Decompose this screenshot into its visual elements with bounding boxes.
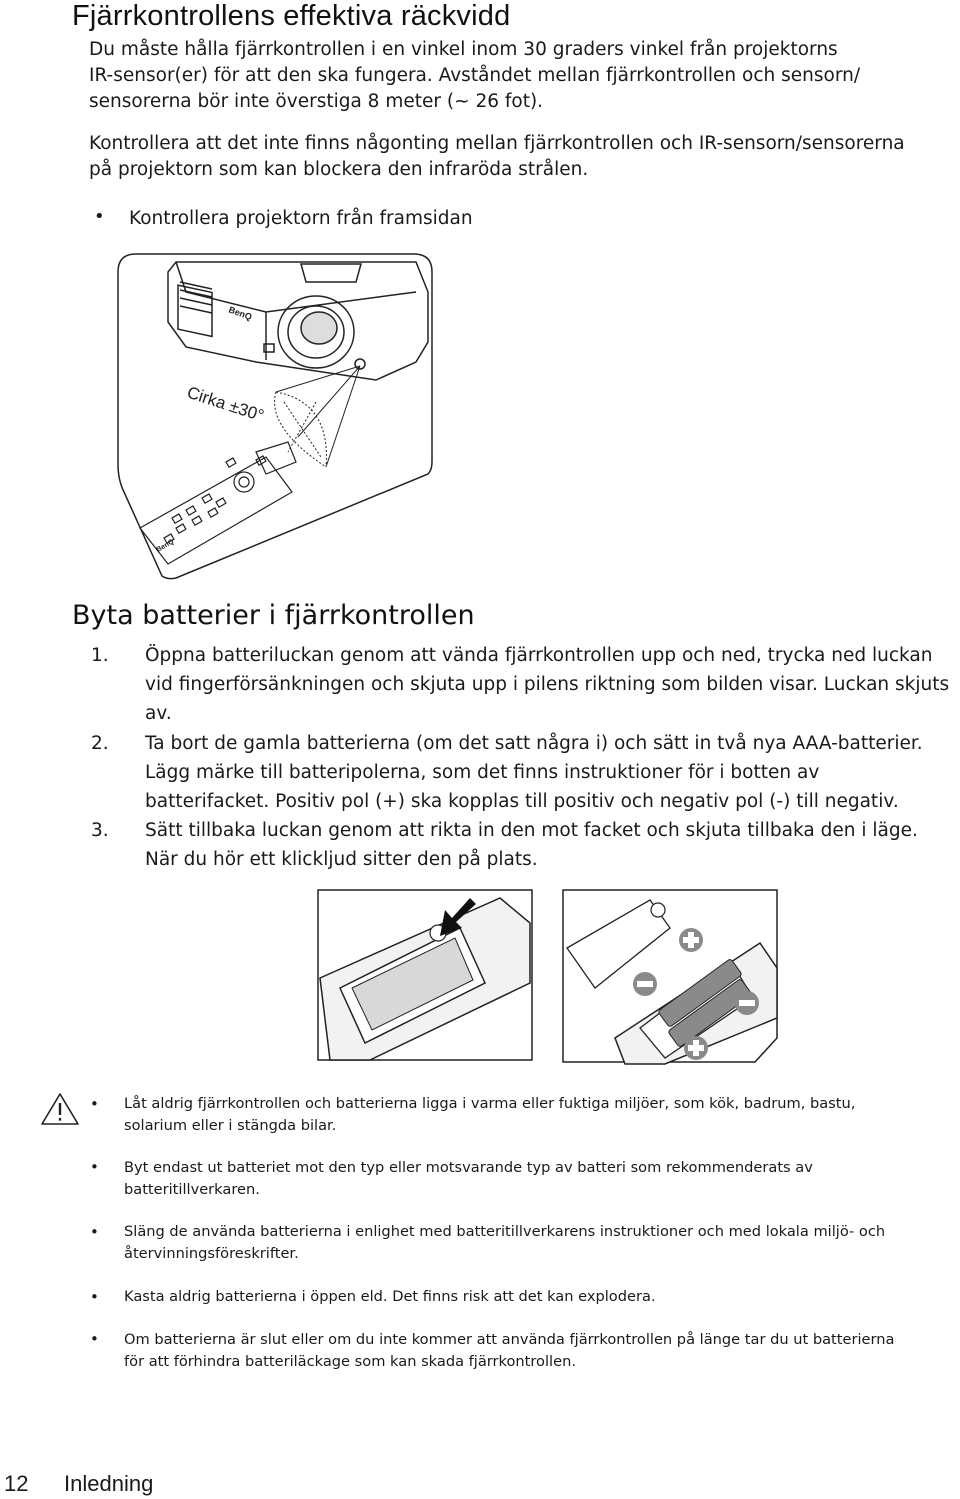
- step-line: Sätt tillbaka luckan genom att rikta in den mot facket och skjuta tillbaka den i läge.: [145, 820, 918, 841]
- plus-icon: [679, 928, 703, 952]
- intro-line: IR-sensor(er) för att den ska fungera. Avståndet mellan fjärrkontrollen och sensorn/: [89, 65, 861, 86]
- warning-triangle-icon: [40, 1092, 80, 1126]
- check-line: på projektorn som kan blockera den infraröda strålen.: [89, 159, 589, 180]
- note-line: Släng de använda batterierna i enlighet med batteritillverkarens instruktioner och med lokala miljö- och: [124, 1223, 886, 1240]
- minus-icon: [735, 991, 759, 1015]
- note-line: Om batterierna är slut eller om du inte kommer att använda fjärrkontrollen på länge tar du ut batterierna: [124, 1331, 895, 1348]
- note-item: [124, 1157, 813, 1201]
- step-line: Öppna batteriluckan genom att vända fjärrkontrollen upp och ned, trycka ned luckan: [145, 645, 933, 666]
- note-line: Byt endast ut batteriet mot den typ eller motsvarande typ av batteri som rekommenderats av: [124, 1159, 813, 1176]
- minus-icon: [633, 972, 657, 996]
- note-line: solarium eller i stängda bilar.: [124, 1117, 337, 1134]
- page-heading: Fjärrkontrollens effektiva räckvidd: [72, 0, 511, 32]
- battery-heading: Byta batterier i fjärrkontrollen: [72, 600, 475, 631]
- check-paragraph: [89, 131, 905, 183]
- intro-line: Du måste hålla fjärrkontrollen i en vinkel inom 30 graders vinkel från projektorns: [89, 39, 838, 60]
- battery-cover-figure: [310, 888, 540, 1068]
- check-line: Kontrollera att det inte finns någonting mellan fjärrkontrollen och IR-sensorn/sensorerna: [89, 133, 905, 154]
- step-line: vid fingerförsänkningen och skjuta upp i pilens riktning som bilden visar. Luckan skjuts: [145, 674, 950, 695]
- footer-section: Inledning: [64, 1471, 154, 1496]
- note-line: för att förhindra batteriläckage som kan skada fjärrkontrollen.: [124, 1353, 576, 1370]
- bullet-front-text: Kontrollera projektorn från framsidan: [129, 208, 473, 229]
- note-bullet: •: [90, 1095, 99, 1113]
- page-number: 12: [4, 1471, 29, 1496]
- angle-label: Cirka ±30°: [184, 382, 267, 426]
- step-number: 2.: [91, 733, 109, 754]
- step-text: [145, 816, 918, 874]
- step-line: När du hör ett klickljud sitter den på plats.: [145, 849, 538, 870]
- note-item: [124, 1093, 855, 1137]
- note-item: [124, 1286, 656, 1308]
- remote-range-figure: [116, 252, 434, 580]
- step-line: Lägg märke till batteripolerna, som det finns instruktioner för i botten av: [145, 762, 820, 783]
- plus-icon: [684, 1036, 708, 1060]
- note-line: Låt aldrig fjärrkontrollen och batterierna ligga i varma eller fuktiga miljöer, som kök, badrum, bastu,: [124, 1095, 856, 1112]
- step-text: [145, 641, 949, 728]
- intro-line: sensorerna bör inte överstiga 8 meter (~ 26 fot).: [89, 91, 544, 112]
- note-line: återvinningsföreskrifter.: [124, 1245, 299, 1262]
- step-line: Ta bort de gamla batterierna (om det satt några i) och sätt in två nya AAA-batterier.: [145, 733, 923, 754]
- remote-brand-label: BenQ: [155, 538, 176, 554]
- note-bullet: •: [90, 1288, 99, 1306]
- note-bullet: •: [90, 1223, 99, 1241]
- step-text: [145, 729, 923, 816]
- projector-brand-label: BenQ: [227, 304, 254, 323]
- figure-frame: [118, 254, 432, 579]
- note-line: Kasta aldrig batterierna i öppen eld. Det finns risk att det kan explodera.: [124, 1288, 656, 1305]
- battery-polarity-figure: [555, 888, 785, 1070]
- note-item: [124, 1221, 885, 1265]
- projector-illustration: [168, 262, 428, 380]
- step-line: batterifacket. Positiv pol (+) ska kopplas till positiv och negativ pol (-) till negativ.: [145, 791, 899, 812]
- note-bullet: •: [90, 1330, 99, 1348]
- intro-paragraph: [89, 37, 860, 115]
- note-item: [124, 1329, 894, 1373]
- step-line: av.: [145, 703, 172, 724]
- step-number: 1.: [91, 645, 109, 666]
- ir-angle-rays: [275, 366, 360, 467]
- step-number: 3.: [91, 820, 109, 841]
- note-line: batteritillverkaren.: [124, 1181, 260, 1198]
- bullet-dot: •: [94, 206, 105, 227]
- note-bullet: •: [90, 1158, 99, 1176]
